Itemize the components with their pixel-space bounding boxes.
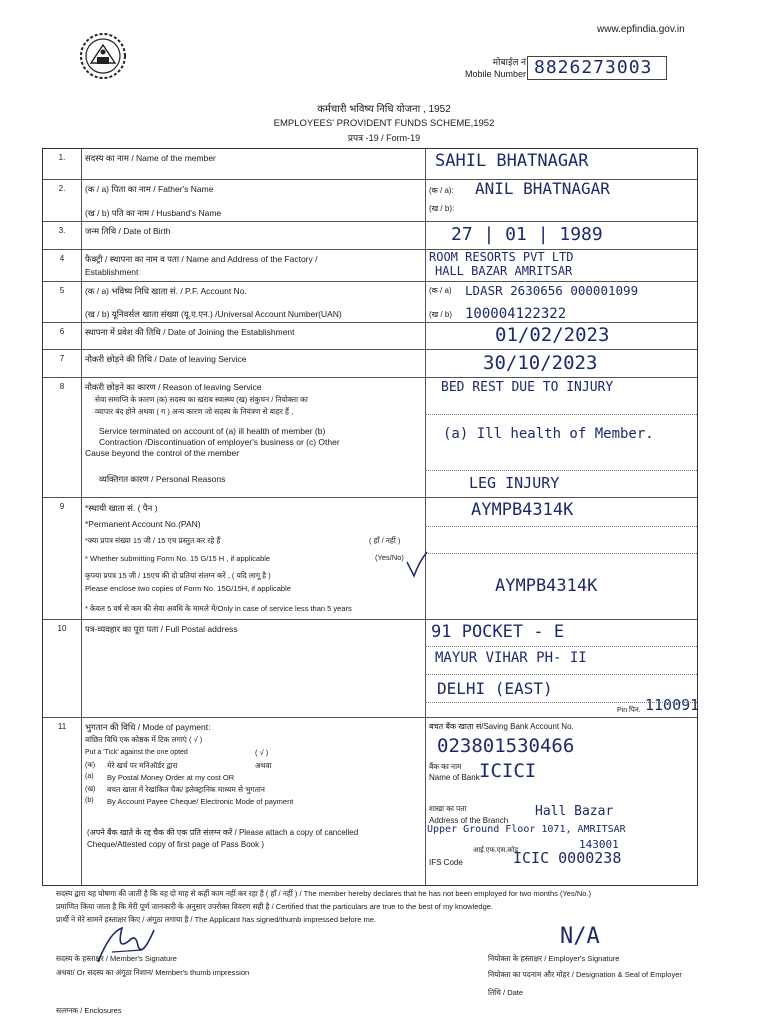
postal-money-order-option[interactable]: By Postal Money Order at my cost OR [107, 773, 235, 782]
declaration-line-1: सदस्य द्वारा यह घोषणा की जाती है कि वह दो माह से कहीं काम नहीं कर रहा है ( हाँ / नहीं ) / The member hereby declares that he has not been employed for two months (Yes/No.) [56, 889, 591, 898]
father-name-label: (क / a) पिता का नाम / Father's Name [85, 184, 214, 194]
employer-signature-label: नियोक्ता के हस्ताक्षर / Employer's Signature [488, 954, 620, 963]
doj-value[interactable]: 01/02/2023 [495, 324, 610, 346]
payment-mode-label: भुगतान की विधि / Mode of payment: [85, 722, 211, 732]
doj-label: स्थापना में प्रवेश की तिथि / Date of Joining the Establishment [85, 327, 295, 337]
scheme-title: EMPLOYEES' PROVIDENT FUNDS SCHEME,1952 [273, 118, 495, 129]
form15g-yes-no[interactable]: (Yes/No) [375, 553, 404, 562]
bank-name-value[interactable]: ICICI [479, 760, 537, 782]
member-signature-label: सदस्य के हस्ताक्षर / Member's Signature [56, 954, 177, 963]
sb-account-value[interactable]: 023801530466 [437, 735, 575, 757]
row-date-of-birth: 3. जन्म तिथि / Date of Birth 27 | 01 | 1989 [43, 221, 697, 249]
branch-pin[interactable]: 143001 [579, 838, 619, 851]
dob-value[interactable]: 27 | 01 | 1989 [451, 224, 603, 245]
personal-reason-value[interactable]: LEG INJURY [469, 474, 560, 492]
branch-address-label: Address of the Branch [429, 816, 509, 825]
dol-label: नौकरी छोड़ने की तिथि / Date of leaving Service [85, 354, 247, 364]
uan-value[interactable]: 100004122322 [465, 306, 567, 322]
row-pan: 9 *स्थायी खाता सं. ( पैन ) *Permanent Account No.(PAN) *क्या प्रपत्र संख्या 15 जी / 15 एच प्रस्तुत कर रहे हैं ( हाँ / नहीं ) * Whether submitting Form No. 15 G/15 H , if applicable (Yes/No) कृपया प्रपत्र 15 जी / 15एच की दो प्रतियां संलग्न करें , ( यदि लागू है ) Please enclose two copies of Form No. 15G/15H, if applicable * केवल 5 वर्ष से कम की सेवा अवधि के मामले में/Only in case of service less than 5 years AYMPB4314K AYMPB4314K [43, 497, 697, 619]
form-number: प्रपत्र -19 / Form-19 [347, 133, 421, 143]
branch-line-1[interactable]: Hall Bazar [535, 804, 614, 819]
enclosures-label: सलग्नक / Enclosures [56, 1006, 122, 1015]
mobile-number-field[interactable] [527, 56, 667, 80]
pan-value-repeat[interactable]: AYMPB4314K [495, 576, 598, 596]
declaration-line-3: प्रार्थी ने मेरे सामने हस्ताक्षर किए / अंगूठा लगाया है / The Applicant has signed/thumb impressed before me. [56, 915, 376, 924]
row-reason-leaving: 8 नौकरी छोड़ने का कारण / Reason of leaving Service सेवा समाप्ति के कारण (क) सदस्य का खराब स्वास्थ्य (ख) संकुचन / नियोक्ता का व्यापार बंद होने अथवा ( ग ) अन्य कारण जो सदस्य के नियंत्रण से बाहर हैं , Service terminated on account of (a) ill health of member (b) Contraction /Discontinuation of employer's business or (c) Other Cause beyond the control of the member व्यक्तिगत कारण / Personal Reasons BED REST DUE TO INJURY (a) Ill health of Member. LEG INJURY [43, 377, 697, 497]
address-line-1[interactable]: 91 POCKET - E [431, 622, 565, 642]
branch-line-2[interactable]: Upper Ground Floor 1071, AMRITSAR [427, 824, 626, 835]
ifs-value[interactable]: ICIC 0000238 [513, 849, 622, 867]
account-payee-option[interactable]: By Account Payee Cheque/ Electronic Mode of payment [107, 797, 294, 806]
row-establishment: 4 फैक्ट्री / स्थापना का नाम व पता / Name and Address of the Factory / Establishment ROOM RESORTS PVT LTD HALL BAZAR AMRITSAR [43, 249, 697, 281]
epfo-emblem-icon [78, 31, 128, 81]
row-postal-address: 10 पत्र-व्यवहार का पूरा पता / Full Postal address 91 POCKET - E MAYUR VIHAR PH- II DELHI (EAST) Pin पिन. 110091 [43, 619, 697, 717]
mobile-label: मोबाईल नं Mobile Number [464, 57, 526, 79]
member-name-label: सदस्य का नाम / Name of the member [85, 153, 216, 163]
address-line-3[interactable]: DELHI (EAST) [437, 679, 553, 698]
ill-health-value[interactable]: (a) Ill health of Member. [443, 426, 654, 442]
employer-designation-label: नियोक्ता का पदनाम और मोहर / Designation & Seal of Employer [488, 970, 682, 979]
ifs-label: IFS Code [429, 858, 463, 867]
address-line-2[interactable]: MAYUR VIHAR PH- II [435, 650, 587, 666]
form15g-label: * Whether submitting Form No. 15 G/15 H , if applicable [85, 554, 271, 563]
father-name-value[interactable]: ANIL BHATNAGAR [475, 179, 610, 198]
uan-label: (ख / b) यूनिवर्सल खाता संख्या (यू.ए.एन.) /Universal Account Number(UAN) [85, 309, 342, 319]
form-table [42, 148, 698, 886]
pin-value[interactable]: 110091 [645, 696, 700, 714]
row-father-name: 2. (क / a) पिता का नाम / Father's Name (ख / b) पति का नाम / Husband's Name (क / a): (ख / b): ANIL BHATNAGAR [43, 179, 697, 221]
reason-label: नौकरी छोड़ने का कारण / Reason of leaving Service [85, 382, 262, 392]
row-date-of-leaving: 7 नौकरी छोड़ने की तिथि / Date of leaving Service 30/10/2023 [43, 349, 697, 377]
postal-address-label: पत्र-व्यवहार का पूरा पता / Full Postal address [85, 624, 238, 634]
scheme-title-hindi: कर्मचारी भविष्य निधि योजना , 1952 [317, 104, 451, 115]
website-url: www.epfindia.gov.in [597, 24, 685, 35]
row-mode-of-payment: 11 भुगतान की विधि / Mode of payment: वांछित विधि एक कोष्ठक में टिक लगाएं ( √ ) Put a 'Tick' against the one opted ( √ ) (क) मेरे खर्च पर मनिऑर्डर द्वारा अथवा (a) By Postal Money Order at my cost OR (ख) बचत खाता में रेखांकित चैक/ इलेक्ट्रानिक माध्यम से भुगतान (b) By Account Payee Cheque/ Electronic Mode of payment (अपने बैंक खाते के रद्द चैक की एक प्रति संलग्न करें / Please attach a copy of cancelled Cheque/Attested copy of first page of Pass Book ) बचत बैंक खाता सं/Saving Bank Account No. 023801530466 बैंक का नाम Name of Bank ICICI शाखा का पता Address of the Branch Hall Bazar Upper Ground Floor 1071, AMRITSAR 143001 आई.एफ.एस.कोड IFS Code ICIC 0000238 [43, 717, 697, 885]
dol-value[interactable]: 30/10/2023 [483, 352, 598, 374]
employer-date-label: तिथि / Date [488, 988, 524, 997]
personal-reasons-label: व्यक्तिगत कारण / Personal Reasons [99, 474, 226, 484]
reason-value[interactable]: BED REST DUE TO INJURY [441, 380, 614, 395]
row-pf-account: 5 (क / a) भविष्य निधि खाता सं. / P.F. Account No. (ख / b) यूनिवर्सल खाता संख्या (यू.ए.एन.) /Universal Account Number(UAN) (क / a) (ख / b) LDASR 2630656 000001099 100004122322 [43, 281, 697, 322]
sb-account-label: बचत बैंक खाता सं/Saving Bank Account No. [429, 722, 574, 731]
pan-label: *Permanent Account No.(PAN) [85, 519, 201, 529]
establishment-name-value[interactable]: ROOM RESORTS PVT LTD [429, 250, 574, 264]
establishment-label: फैक्ट्री / स्थापना का नाम व पता / Name and Address of the Factory / [85, 254, 318, 264]
pf-account-label: (क / a) भविष्य निधि खाता सं. / P.F. Account No. [85, 286, 247, 296]
declaration-line-2: प्रमाणित किया जाता है कि मेरी पूर्ण जानकारी के अनुसार उपरोक्त विवरण सही है / Certified that the particulars are true to the best of my knowledge. [56, 902, 493, 911]
bank-name-label: Name of Bank [429, 773, 480, 782]
dob-label: जन्म तिथि / Date of Birth [85, 226, 171, 236]
pan-value[interactable]: AYMPB4314K [471, 500, 574, 520]
thumb-impression-label: अथवा/ Or सदस्य का अंगूठा निशान/ Member's thumb impression [56, 968, 250, 977]
employer-na-value: N/A [560, 924, 600, 949]
member-name-value[interactable]: SAHIL BHATNAGAR [435, 151, 589, 171]
payment-tick-field[interactable]: ( √ ) [255, 748, 269, 757]
mobile-number-value: 8826273003 [534, 57, 653, 78]
row-date-of-joining: 6 स्थापना में प्रवेश की तिथि / Date of Joining the Establishment 01/02/2023 [43, 322, 697, 349]
establishment-address-value[interactable]: HALL BAZAR AMRITSAR [435, 264, 573, 278]
tick-mark-icon [405, 550, 429, 580]
row-member-name: 1. सदस्य का नाम / Name of the member SAHIL BHATNAGAR [58, 151, 589, 171]
husband-name-label: (ख / b) पति का नाम / Husband's Name [85, 208, 222, 218]
pf-account-value[interactable]: LDASR 2630656 000001099 [465, 283, 639, 298]
